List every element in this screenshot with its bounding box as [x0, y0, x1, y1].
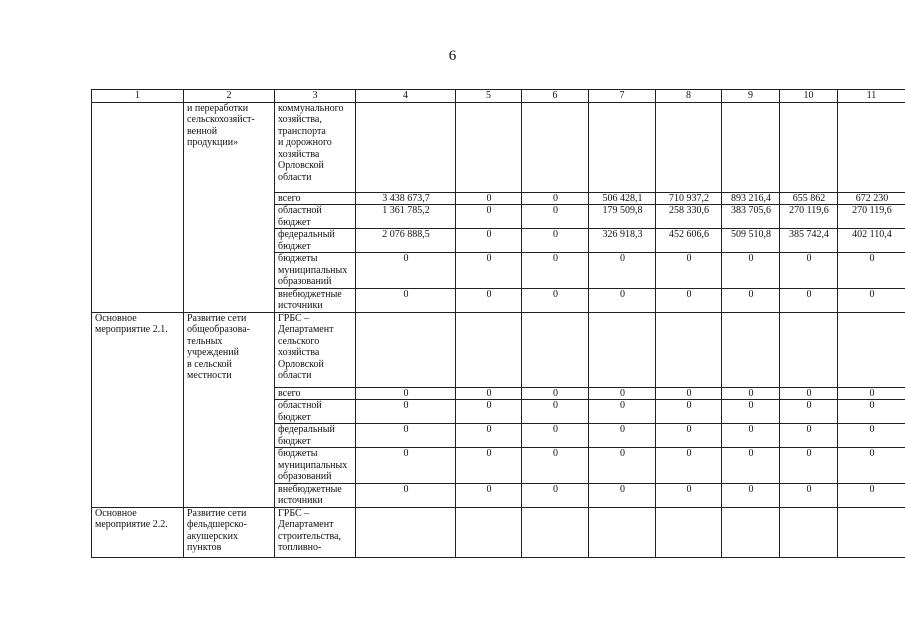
funding-source-cell: внебюджетные источники [275, 483, 356, 507]
value-cell: 385 742,4 [780, 229, 838, 253]
funding-source-cell: областной бюджет [275, 400, 356, 424]
empty-cell [722, 507, 780, 557]
value-cell: 0 [456, 205, 522, 229]
value-cell: 0 [356, 400, 456, 424]
value-cell: 0 [522, 400, 589, 424]
empty-cell [522, 507, 589, 557]
value-cell: 0 [780, 288, 838, 312]
value-cell: 0 [456, 400, 522, 424]
value-cell: 383 705,6 [722, 205, 780, 229]
value-cell: 0 [356, 253, 456, 289]
value-cell: 0 [356, 424, 456, 448]
empty-cell [522, 312, 589, 387]
value-cell: 0 [656, 424, 722, 448]
funding-source-cell: федеральный бюджет [275, 229, 356, 253]
empty-cell [656, 102, 722, 192]
value-cell: 0 [722, 400, 780, 424]
value-cell: 0 [522, 424, 589, 448]
value-cell: 0 [522, 205, 589, 229]
event-name-cell: Развитие сети фельдшерско- акушерских пунктов [184, 507, 275, 557]
value-cell: 0 [589, 448, 656, 484]
value-cell: 0 [780, 424, 838, 448]
empty-cell [356, 507, 456, 557]
value-cell: 506 428,1 [589, 192, 656, 205]
empty-cell [722, 102, 780, 192]
value-cell: 0 [722, 387, 780, 400]
value-cell: 3 438 673,7 [356, 192, 456, 205]
empty-cell [780, 507, 838, 557]
value-cell: 0 [589, 400, 656, 424]
empty-cell [456, 312, 522, 387]
value-cell: 0 [356, 288, 456, 312]
value-cell: 0 [722, 424, 780, 448]
page-number: 6 [448, 48, 457, 64]
value-cell: 0 [456, 448, 522, 484]
empty-cell [838, 312, 905, 387]
empty-cell [589, 312, 656, 387]
funding-source-cell: всего [275, 192, 356, 205]
value-cell: 0 [456, 253, 522, 289]
budget-table [91, 89, 905, 558]
value-cell: 0 [722, 483, 780, 507]
empty-cell [522, 102, 589, 192]
value-cell: 0 [522, 288, 589, 312]
value-cell: 0 [522, 448, 589, 484]
value-cell: 402 110,4 [838, 229, 905, 253]
value-cell: 0 [522, 483, 589, 507]
value-cell: 0 [780, 253, 838, 289]
empty-cell [456, 102, 522, 192]
responsible-cell: ГРБС – Департамент строительства, топливно- [275, 507, 356, 557]
value-cell: 0 [656, 400, 722, 424]
empty-cell [356, 102, 456, 192]
value-cell: 0 [780, 448, 838, 484]
value-cell: 179 509,8 [589, 205, 656, 229]
event-name-cell: и переработки сельскохозяйст- венной продукции» [184, 102, 275, 312]
value-cell: 0 [522, 192, 589, 205]
value-cell: 0 [780, 483, 838, 507]
value-cell: 0 [838, 400, 905, 424]
value-cell: 0 [656, 483, 722, 507]
empty-cell [656, 507, 722, 557]
funding-source-cell: всего [275, 387, 356, 400]
column-header: 5 [456, 90, 522, 103]
value-cell: 0 [522, 387, 589, 400]
value-cell: 1 361 785,2 [356, 205, 456, 229]
value-cell: 270 119,6 [780, 205, 838, 229]
column-header: 10 [780, 90, 838, 103]
value-cell: 0 [356, 483, 456, 507]
value-cell: 0 [656, 448, 722, 484]
value-cell: 655 862 [780, 192, 838, 205]
empty-cell [838, 507, 905, 557]
empty-cell [780, 312, 838, 387]
value-cell: 258 330,6 [656, 205, 722, 229]
column-header: 1 [92, 90, 184, 103]
empty-cell [722, 312, 780, 387]
responsible-cell: ГРБС – Департамент сельского хозяйства Орловской области [275, 312, 356, 387]
value-cell: 0 [780, 400, 838, 424]
value-cell: 710 937,2 [656, 192, 722, 205]
value-cell: 672 230 [838, 192, 905, 205]
column-header: 9 [722, 90, 780, 103]
header-row [92, 90, 905, 103]
value-cell: 509 510,8 [722, 229, 780, 253]
value-cell: 0 [456, 483, 522, 507]
value-cell: 0 [656, 387, 722, 400]
empty-cell [589, 507, 656, 557]
column-header: 6 [522, 90, 589, 103]
value-cell: 0 [838, 448, 905, 484]
value-cell: 0 [722, 253, 780, 289]
funding-source-cell: внебюджетные источники [275, 288, 356, 312]
value-cell: 0 [589, 288, 656, 312]
empty-cell [456, 507, 522, 557]
value-cell: 0 [356, 448, 456, 484]
value-cell: 0 [356, 387, 456, 400]
value-cell: 0 [722, 448, 780, 484]
empty-cell [780, 102, 838, 192]
value-cell: 893 216,4 [722, 192, 780, 205]
value-cell: 0 [589, 387, 656, 400]
column-header: 3 [275, 90, 356, 103]
value-cell: 0 [589, 253, 656, 289]
value-cell: 452 606,6 [656, 229, 722, 253]
value-cell: 0 [838, 483, 905, 507]
value-cell: 0 [780, 387, 838, 400]
table-row [92, 507, 905, 557]
column-header: 4 [356, 90, 456, 103]
event-name-cell: Развитие сети общеобразова- тельных учреждений в сельской местности [184, 312, 275, 507]
value-cell: 0 [456, 192, 522, 205]
responsible-cell: коммунального хозяйства, транспорта и дорожного хозяйства Орловской области [275, 102, 356, 192]
table-row [92, 102, 905, 192]
funding-source-cell: бюджеты муниципальных образований [275, 448, 356, 484]
value-cell: 0 [656, 288, 722, 312]
funding-source-cell: бюджеты муниципальных образований [275, 253, 356, 289]
column-header: 8 [656, 90, 722, 103]
table-row [92, 312, 905, 387]
value-cell: 0 [456, 288, 522, 312]
value-cell: 0 [456, 424, 522, 448]
event-code-cell [92, 102, 184, 312]
value-cell: 0 [456, 387, 522, 400]
column-header: 11 [838, 90, 905, 103]
value-cell: 0 [589, 483, 656, 507]
empty-cell [356, 312, 456, 387]
value-cell: 0 [838, 424, 905, 448]
value-cell: 0 [589, 424, 656, 448]
event-code-cell: Основное мероприятие 2.2. [92, 507, 184, 557]
value-cell: 0 [838, 288, 905, 312]
value-cell: 0 [838, 387, 905, 400]
value-cell: 2 076 888,5 [356, 229, 456, 253]
value-cell: 326 918,3 [589, 229, 656, 253]
funding-source-cell: областной бюджет [275, 205, 356, 229]
value-cell: 0 [456, 229, 522, 253]
value-cell: 0 [522, 253, 589, 289]
value-cell: 0 [656, 253, 722, 289]
column-header: 2 [184, 90, 275, 103]
value-cell: 0 [722, 288, 780, 312]
empty-cell [838, 102, 905, 192]
value-cell: 0 [838, 253, 905, 289]
event-code-cell: Основное мероприятие 2.1. [92, 312, 184, 507]
empty-cell [589, 102, 656, 192]
empty-cell [656, 312, 722, 387]
value-cell: 0 [522, 229, 589, 253]
value-cell: 270 119,6 [838, 205, 905, 229]
funding-source-cell: федеральный бюджет [275, 424, 356, 448]
column-header: 7 [589, 90, 656, 103]
